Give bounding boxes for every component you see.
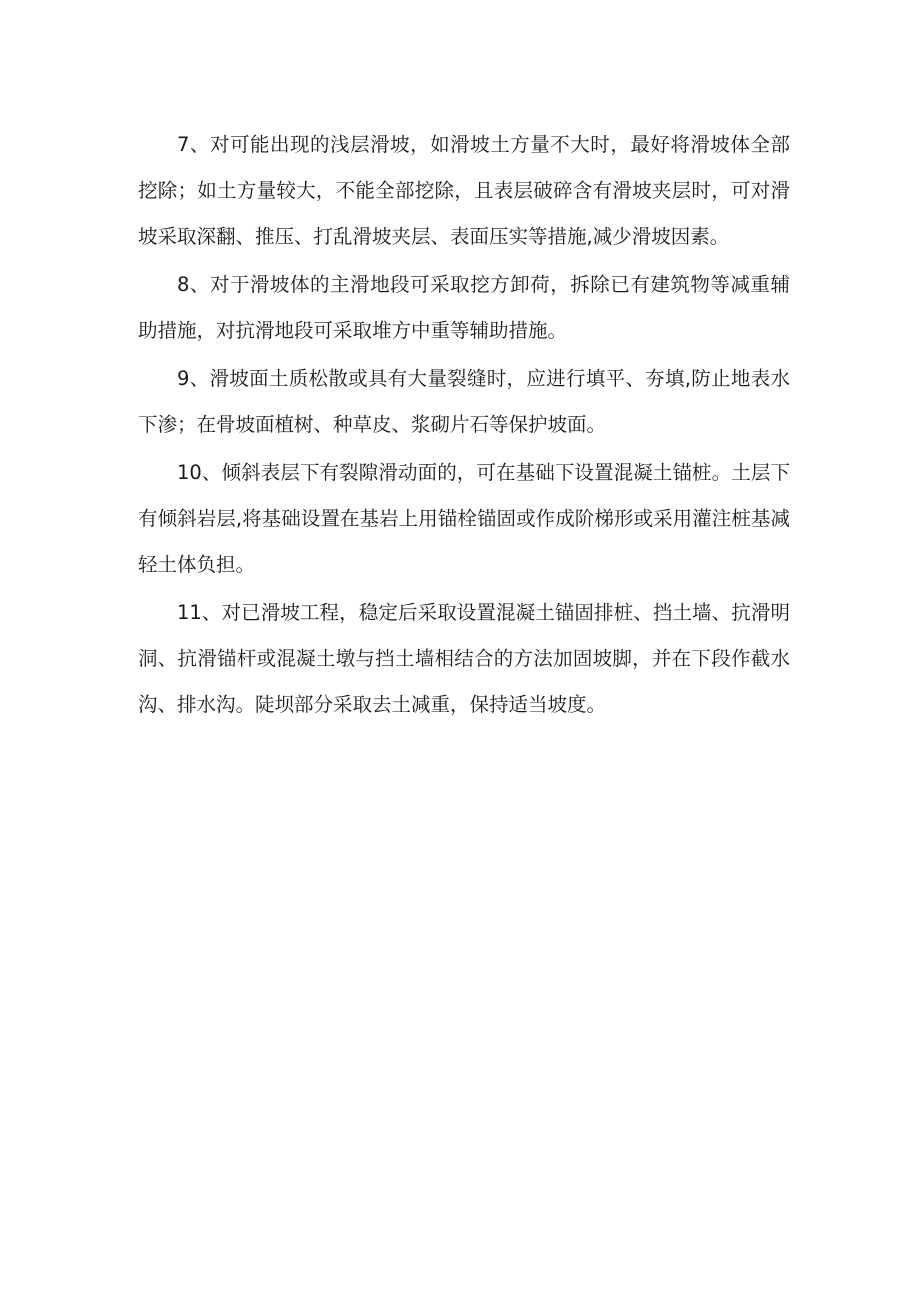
paragraph-item-8: 8、对于滑坡体的主滑地段可采取挖方卸荷，拆除已有建筑物等减重辅助措施，对抗滑地段可采取堆方中重等辅助措施。	[138, 273, 790, 342]
paragraph-item-7: 7、对可能出现的浅层滑坡，如滑坡土方量不大时，最好将滑坡体全部挖除；如土方量较大，不能全部挖除，且表层破碎含有滑坡夹层时，可对滑坡采取深翻、推压、打乱滑坡夹层、表面压实等措施,减少滑坡因素。	[138, 133, 790, 248]
document-body	[138, 122, 790, 730]
paragraph-item-9: 9、滑坡面土质松散或具有大量裂缝时，应进行填平、夯填,防止地表水下渗；在骨坡面植树、种草皮、浆砌片石等保护坡面。	[138, 367, 790, 436]
paragraph-item-11: 11、对已滑坡工程，稳定后采取设置混凝土锚固排桩、挡土墙、抗滑明洞、抗滑锚杆或混凝土墩与挡土墙相结合的方法加固坡脚，并在下段作截水沟、排水沟。陡坝部分采取去土减重，保持适当坡度。	[138, 601, 790, 716]
paragraph-item-10: 10、倾斜表层下有裂隙滑动面的，可在基础下设置混凝土锚桩。土层下有倾斜岩层,将基础设置在基岩上用锚栓锚固或作成阶梯形或采用灌注桩基减轻土体负担。	[138, 461, 790, 576]
